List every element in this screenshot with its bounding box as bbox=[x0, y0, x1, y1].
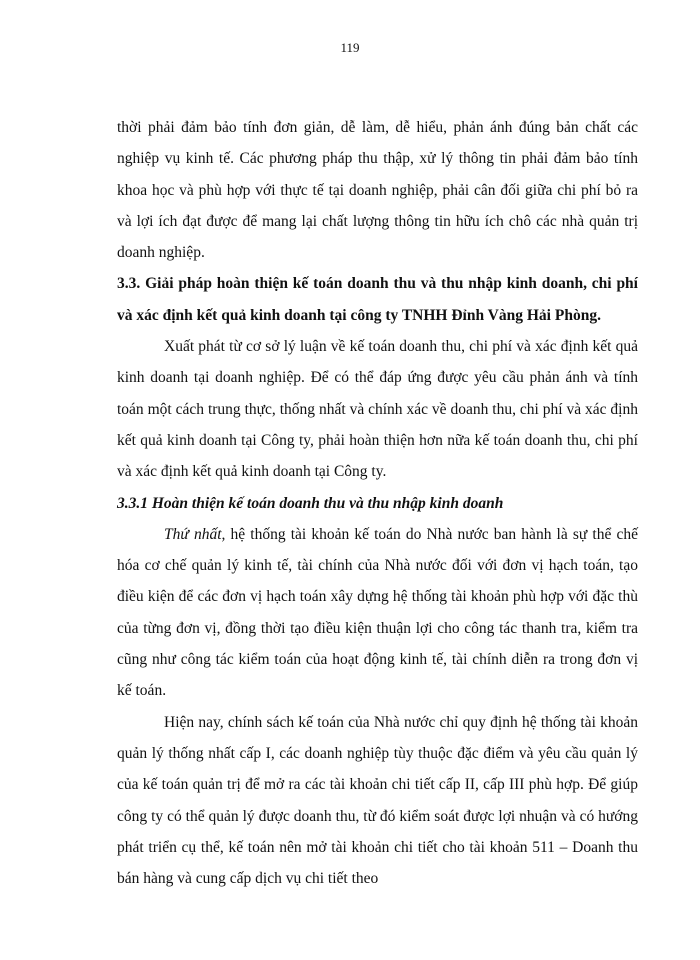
section-heading-3-3: 3.3. Giải pháp hoàn thiện kế toán doanh thu và thu nhập kinh doanh, chi phí và xác định kết quả kinh doanh tại công ty TNHH Đỉnh Vàng Hải Phòng. bbox=[117, 275, 638, 324]
paragraph-current-policy: Hiện nay, chính sách kế toán của Nhà nước chỉ quy định hệ thống tài khoản quản lý thống nhất cấp I, các doanh nghiệp tùy thuộc đặc điểm và yêu cầu quản lý của kế toán quản trị để mở ra các tài khoản chi tiết cấp II, cấp III phù hợp. Để giúp công ty có thể quản lý được doanh thu, từ đó kiểm soát được lợi nhuận và có hướng phát triển cụ thể, kế toán nên mở tài khoản chi tiết cho tài khoản 511 – Doanh thu bán hàng và cung cấp dịch vụ chi tiết theo bbox=[117, 713, 638, 888]
paragraph-lead-phrase: Thứ nhất, bbox=[164, 525, 226, 543]
page-number: 119 bbox=[340, 40, 360, 55]
subsection-heading-3-3-1: 3.3.1 Hoàn thiện kế toán doanh thu và thu nhập kinh doanh bbox=[117, 494, 504, 512]
document-body bbox=[117, 112, 638, 894]
paragraph-first-point bbox=[117, 519, 638, 707]
paragraph-intro: Xuất phát từ cơ sở lý luận về kế toán doanh thu, chi phí và xác định kết quả kinh doanh tại doanh nghiệp. Để có thể đáp ứng được yêu cầu phản ánh và tính toán một cách trung thực, thống nhất và chính xác về doanh thu, chi phí và xác định kết quả kinh doanh tại Công ty, phải hoàn thiện hơn nữa kế toán doanh thu, chi phí và xác định kết quả kinh doanh tại Công ty. bbox=[117, 338, 638, 481]
paragraph-first-point-text: hệ thống tài khoản kế toán do Nhà nước ban hành là sự thể chế hóa cơ chế quản lý kinh tế, tài chính của Nhà nước đối với đơn vị hạch toán, tạo điều kiện để các đơn vị hạch toán xây dựng hệ thống tài khoản phù hợp với đặc thù của từng đơn vị, đồng thời tạo điều kiện thuận lợi cho công tác thanh tra, kiểm tra cũng như công tác kiểm toán của hoạt động kinh tế, tài chính diễn ra trong đơn vị kế toán. bbox=[117, 525, 638, 700]
paragraph-continuation: thời phải đảm bảo tính đơn giản, dễ làm, dễ hiểu, phản ánh đúng bản chất các nghiệp vụ kinh tế. Các phương pháp thu thập, xử lý thông tin phải đảm bảo tính khoa học và phù hợp với thực tế tại doanh nghiệp, phải cân đối giữa chi phí bỏ ra và lợi ích đạt được để mang lại chất lượng thông tin hữu ích chô các nhà quản trị doanh nghiệp. bbox=[117, 119, 638, 262]
